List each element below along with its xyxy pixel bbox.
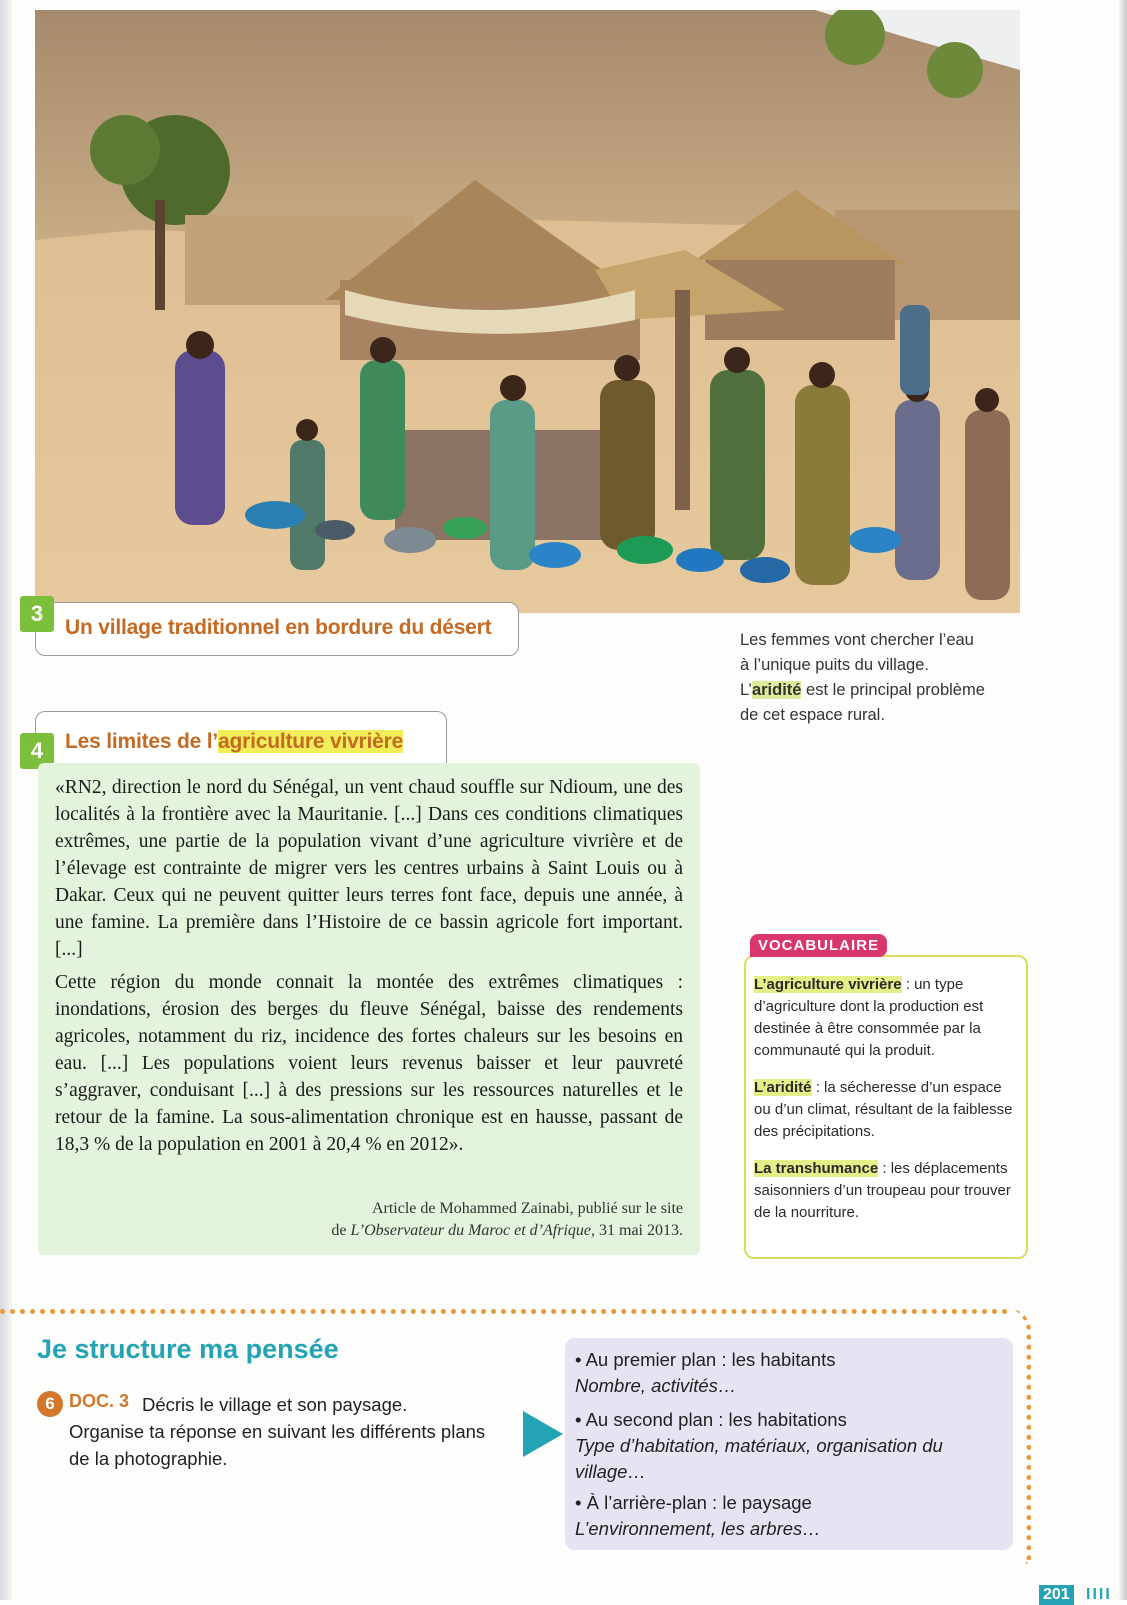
source-date: , 31 mai 2013.: [591, 1222, 683, 1239]
plan-item: [575, 1490, 1005, 1542]
question-text-line2: Organise ta réponse en suivant les différents plans de la photographie.: [69, 1421, 486, 1469]
vocabulary-tag: VOCABULAIRE: [750, 934, 887, 957]
structure-section-title: Je structure ma pensée: [37, 1334, 339, 1364]
page-edge-right: [1119, 0, 1127, 1600]
dotted-separator: [0, 1309, 1008, 1314]
page-number-bars: IIII: [1086, 1586, 1112, 1603]
plan-hint: L’environnement, les arbres…: [575, 1518, 821, 1539]
doc4-title: [65, 730, 403, 754]
source-line: Article de Mohammed Zainabi, publié sur le site: [371, 1200, 683, 1217]
source-line: [180, 1220, 683, 1242]
plan-hint: Nombre, activités…: [575, 1375, 737, 1396]
plan-label: • Au premier plan : les habitants: [575, 1349, 836, 1370]
doc4-title-term: agriculture vivrière: [218, 730, 404, 753]
plan-label: • À l’arrière-plan : le paysage: [575, 1492, 812, 1513]
caption-line: Les femmes vont chercher l’eau: [740, 631, 974, 649]
doc4-source: [180, 1198, 683, 1242]
vocabulary-entry: [754, 1077, 1020, 1143]
doc3-caption: [740, 628, 1030, 728]
vocabulary-definition: : un type d’agriculture dont la production est destinée à être consommée par la communauté qui la produit.: [754, 976, 984, 1059]
plan-label: • Au second plan : les habitations: [575, 1409, 847, 1430]
page-number: 201: [1039, 1585, 1074, 1605]
play-arrow-icon: [523, 1411, 563, 1457]
caption-line: de cet espace rural.: [740, 706, 885, 724]
article-paragraph: Cette région du monde connait la montée des extrêmes climatiques : inondations, érosion des berges du fleuve Sénégal, baisse des rendements agricoles, notamment du riz, incidence des fortes chaleurs sur les besoins en eau. [...] Les populations voient leurs revenus baisser et leur pauvreté s’aggraver, conduisant [...] à des pressions sur les ressources naturelles et le retour de la famine. La sous-alimentation chronique est en hausse, passant de 18,3 % de la population en 2001 à 20,4 % en 2012».: [55, 972, 683, 1155]
doc3-title: Un village traditionnel en bordure du désert: [65, 616, 492, 639]
plan-item: [575, 1407, 1005, 1485]
doc4-article-text: [55, 774, 683, 1164]
question-doc-reference: DOC. 3: [69, 1391, 130, 1411]
vocabulary-term: L’aridité: [754, 1079, 812, 1096]
source-publication: L’Observateur du Maroc et d’Afrique: [350, 1222, 591, 1239]
caption-prefix: L’: [740, 681, 752, 699]
vocabulary-definition: : les déplacements saisonniers d’un troupeau pour trouver de la nourriture.: [754, 1160, 1011, 1221]
source-de: de: [331, 1222, 351, 1239]
vocabulary-term: L’agriculture vivrière: [754, 976, 902, 993]
plan-hint: Type d’habitation, matériaux, organisation du village…: [575, 1435, 943, 1482]
question-text-line1: Décris le village et son paysage.: [142, 1394, 408, 1415]
page-edge-left: [0, 0, 12, 1600]
village-photograph: [35, 10, 1020, 613]
caption-line: à l’unique puits du village.: [740, 656, 929, 674]
caption-rest: est le principal problème: [801, 681, 985, 699]
question-number-badge: 6: [37, 1391, 63, 1417]
caption-term: aridité: [751, 681, 802, 699]
plan-item: [575, 1347, 1005, 1399]
vocabulary-entry: [754, 1158, 1020, 1224]
doc4-number-badge: 4: [20, 733, 54, 769]
vocabulary-definition: : la sécheresse d’un espace ou d’un climat, résultant de la faiblesse des précipitations.: [754, 1079, 1013, 1140]
vocabulary-term: La transhumance: [754, 1160, 879, 1177]
doc4-title-prefix: Les limites de l’: [65, 730, 218, 753]
vocabulary-entry: [754, 974, 1020, 1062]
caption-line: [740, 678, 1030, 703]
doc3-number-badge: 3: [20, 596, 54, 632]
article-paragraph: «RN2, direction le nord du Sénégal, un vent chaud souffle sur Ndioum, une des localités à la frontière avec la Mauritanie. [...] Dans ces conditions climatiques extrêmes, une partie de la population vivant d’une agriculture vivrière et de l’élevage est contrainte de migrer vers les centres urbains à Saint Louis ou à Dakar. Ceux qui ne peuvent quitter leurs terres font face, depuis une année, à une famine. La première dans l’Histoire de ce bassin agricole fort important. [...]: [55, 777, 683, 960]
